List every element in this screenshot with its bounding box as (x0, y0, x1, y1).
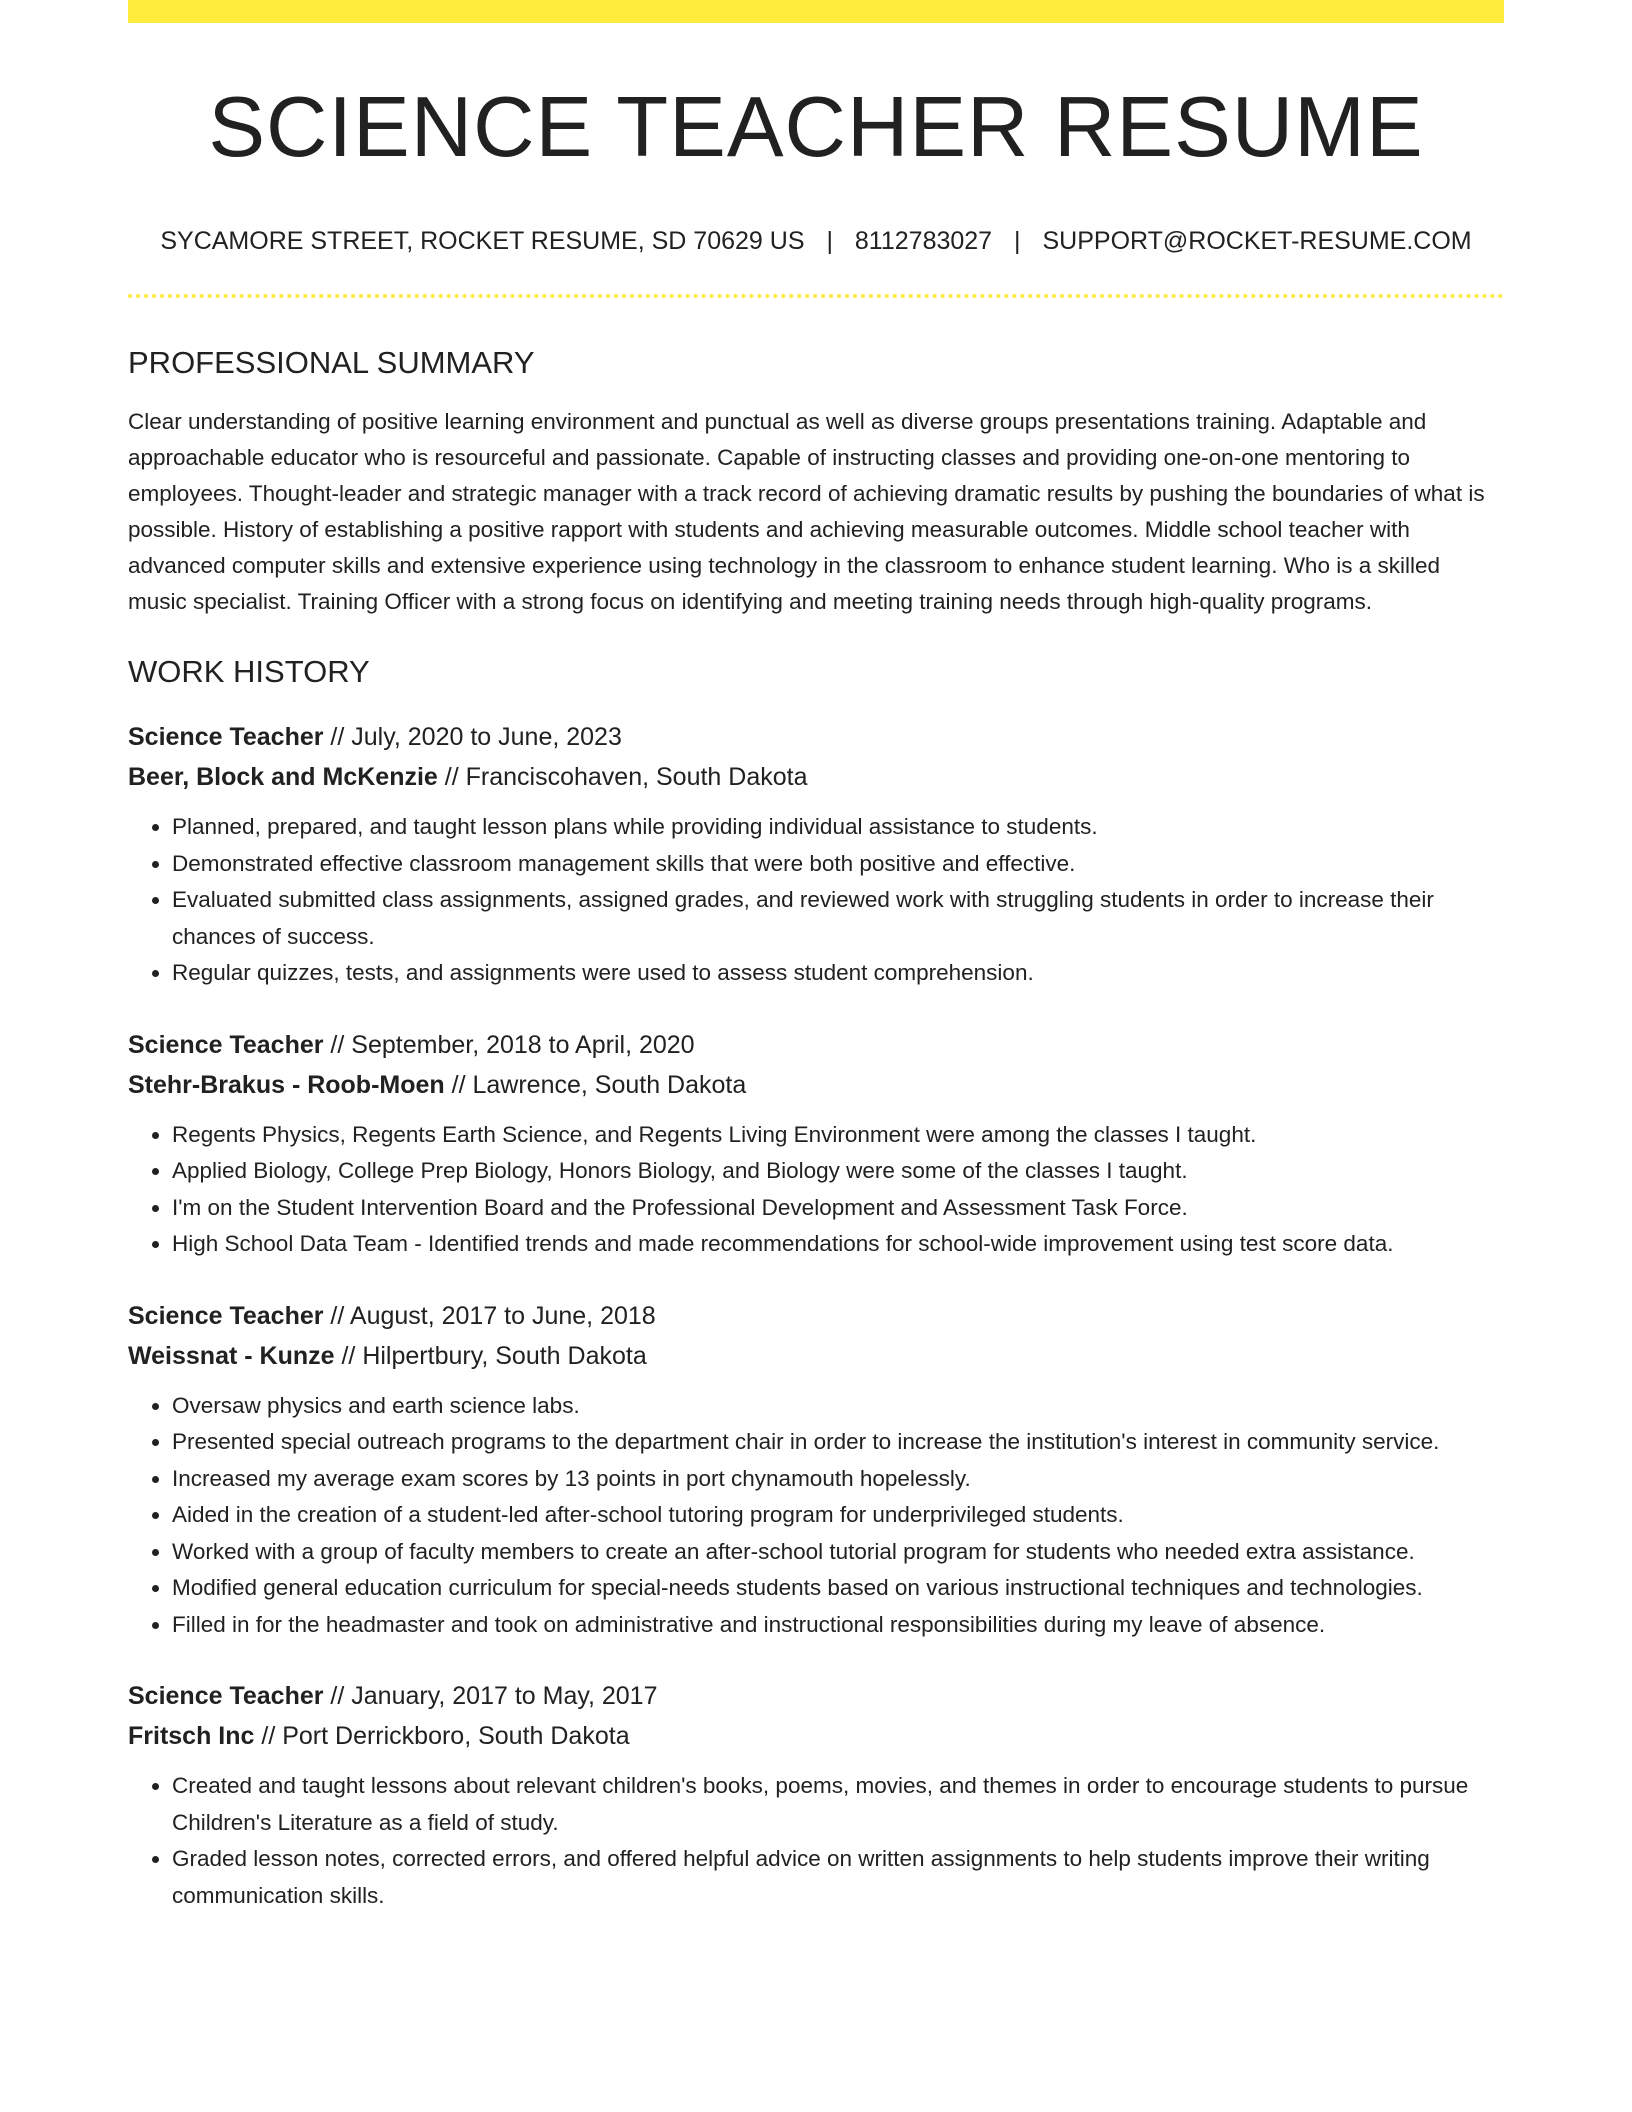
job-location: Hilpertbury, South Dakota (362, 1341, 647, 1370)
job-location: Franciscohaven, South Dakota (465, 763, 808, 791)
job-company-line (128, 1336, 1504, 1376)
job-bullet-list (128, 1388, 1504, 1644)
job-dates: August, 2017 to June, 2018 (349, 1301, 656, 1330)
job-bullet: • Increased my average exam scores by 13 points in port chynamouth hopelessly. (172, 1461, 1504, 1498)
job-title: Science Teacher (128, 723, 324, 751)
job-dates: September, 2018 to April, 2020 (351, 1030, 695, 1059)
line-separator: // (323, 1301, 350, 1330)
job-entry (128, 717, 1504, 992)
summary-heading: PROFESSIONAL SUMMARY (128, 345, 535, 380)
contact-address: SYCAMORE STREET, ROCKET RESUME, SD 70629 US (160, 227, 805, 255)
contact-email: SUPPORT@ROCKET-RESUME.COM (1042, 227, 1472, 255)
resume-page (128, 0, 1504, 2112)
job-title-line (128, 1676, 1504, 1716)
job-dates: July, 2020 to June, 2023 (351, 723, 622, 751)
job-location: Lawrence, South Dakota (472, 1070, 747, 1099)
job-title: Science Teacher (128, 1030, 324, 1059)
work-history-list (128, 717, 1504, 1914)
job-company-line (128, 1065, 1504, 1105)
job-title: Science Teacher (128, 1682, 324, 1710)
job-bullet: • Regents Physics, Regents Earth Science, and Regents Living Environment were among the classes I taught. (172, 1117, 1504, 1154)
job-bullet-list (128, 1117, 1504, 1263)
job-bullet: • Filled in for the headmaster and took on administrative and instructional responsibilities during my leave of absence. (172, 1607, 1504, 1644)
job-bullet: • Presented special outreach programs to the department chair in order to increase the institution's interest in community service. (172, 1424, 1504, 1461)
job-bullet: • Demonstrated effective classroom management skills that were both positive and effective. (172, 846, 1504, 883)
job-bullet: • Planned, prepared, and taught lesson plans while providing individual assistance to students. (172, 809, 1504, 846)
job-entry (128, 1296, 1504, 1644)
line-separator: // (444, 1070, 473, 1099)
line-separator: // (254, 1722, 283, 1750)
dotted-divider (128, 294, 1504, 298)
job-company-line (128, 1716, 1504, 1756)
job-bullet: • Worked with a group of faculty members to create an after-school tutorial program for students who needed extra assistance. (172, 1534, 1504, 1571)
job-bullet: • High School Data Team - Identified trends and made recommendations for school-wide improvement using test score data. (172, 1226, 1504, 1263)
contact-phone: 8112783027 (854, 227, 993, 255)
resume-title: SCIENCE TEACHER RESUME (208, 80, 1424, 175)
line-separator: // (437, 763, 466, 791)
job-bullet: • Created and taught lessons about relevant children's books, poems, movies, and themes in order to encourage students to pursue Children's Literature as a field of study. (172, 1768, 1504, 1841)
line-separator: // (323, 1682, 352, 1710)
job-title: Science Teacher (128, 1301, 324, 1330)
job-bullet: • Graded lesson notes, corrected errors, and offered helpful advice on written assignments to help students improve their writing communication skills. (172, 1841, 1504, 1914)
job-company: Stehr-Brakus - Roob-Moen (128, 1070, 445, 1099)
contact-separator: | (826, 227, 833, 255)
job-bullet: • Aided in the creation of a student-led after-school tutoring program for underprivileged students. (172, 1497, 1504, 1534)
job-company-line (128, 757, 1504, 797)
job-bullet: • Modified general education curriculum for special-needs students based on various instructional techniques and technologies. (172, 1570, 1504, 1607)
accent-top-bar (128, 0, 1504, 23)
job-bullet-list (128, 1768, 1504, 1914)
job-company: Fritsch Inc (128, 1722, 255, 1750)
job-company: Beer, Block and McKenzie (128, 763, 438, 791)
job-dates: January, 2017 to May, 2017 (351, 1682, 658, 1710)
job-entry (128, 1025, 1504, 1263)
job-company: Weissnat - Kunze (128, 1341, 335, 1370)
contact-line (128, 229, 1504, 254)
job-bullet-list (128, 809, 1504, 992)
job-bullet: • Evaluated submitted class assignments, assigned grades, and reviewed work with struggling students in order to increase their chances of success. (172, 882, 1504, 955)
work-history-heading: WORK HISTORY (128, 654, 370, 689)
job-title-line (128, 717, 1504, 757)
line-separator: // (334, 1341, 363, 1370)
job-title-line (128, 1296, 1504, 1336)
line-separator: // (323, 1030, 352, 1059)
summary-text: Clear understanding of positive learning environment and punctual as well as diverse groups presentations training. Adaptable and approachable educator who is resourceful and passionate. Capable of instructing classes and providing one-on-one mentoring to employees. Thought-leader and strategic manager with a track record of achieving dramatic results by pushing the boundaries of what is possible. History of establishing a positive rapport with students and achieving measurable outcomes. Middle school teacher with advanced computer skills and extensive experience using technology in the classroom to enhance student learning. Who is a skilled music specialist. Training Officer with a strong focus on identifying and meeting training needs through high-quality programs. (128, 409, 1485, 614)
line-separator: // (323, 723, 352, 751)
job-bullet: • Oversaw physics and earth science labs. (172, 1388, 1504, 1425)
job-bullet: • Applied Biology, College Prep Biology, Honors Biology, and Biology were some of the classes I taught. (172, 1153, 1504, 1190)
job-title-line (128, 1025, 1504, 1065)
job-bullet: • I'm on the Student Intervention Board and the Professional Development and Assessment Task Force. (172, 1190, 1504, 1227)
job-bullet: • Regular quizzes, tests, and assignments were used to assess student comprehension. (172, 955, 1504, 992)
job-location: Port Derrickboro, South Dakota (282, 1722, 630, 1750)
contact-separator: | (1014, 227, 1021, 255)
job-entry (128, 1676, 1504, 1914)
